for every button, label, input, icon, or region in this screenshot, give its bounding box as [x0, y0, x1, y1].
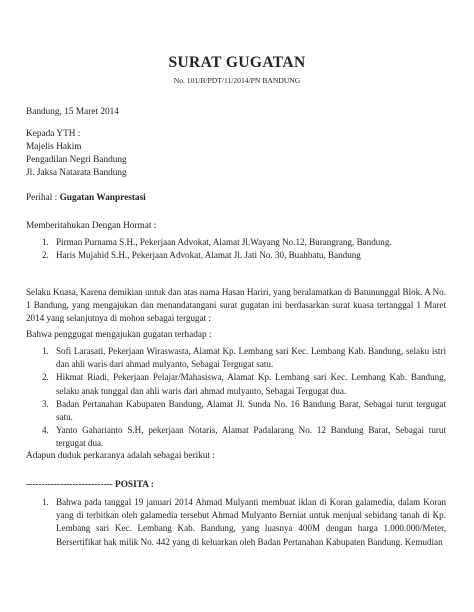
recipient-line-3: Pengadilan Negri Bandung — [26, 155, 127, 165]
proxy-paragraph: Selaku Kuasa, Karena demikian untuk dan atas nama Hasan Hariri, yang beralamatkan di Batununggal Blok. A No. 1 Bandung, yang mengajukan dan menandatangani surat gugatan ini berdasarkan surat kuasa tertanggal 1 Maret 2014 yang selanjutnya di mohon sebagai tergugat : — [26, 287, 446, 324]
plaintiff-list — [26, 236, 446, 262]
subject-value: Gugatan Wanprestasi — [59, 193, 146, 203]
document-title: SURAT GUGATAN — [168, 54, 306, 71]
date-line: Bandung, 15 Maret 2014 — [26, 107, 119, 117]
document-number: No. 101/B/PDT/11/2014/PN BANDUNG — [173, 76, 301, 85]
greeting: Memberitahukan Dengan Hormat : — [26, 221, 157, 231]
list-item: 2. Hikmat Riadi, Pekerjaan Pelajar/Mahasiswa, Alamat Kp. Lembang sari Kec. Lembang Kab. Bandung, selaku anak tunggal dan ahli waris dari ahmad mulyanto, Sebagai Tergugat dua. — [42, 372, 446, 396]
list-item: 3. Badan Pertanahan Kabupaten Bandung, Alamat Jl. Sunda No. 16 Bandung Barat, Sebagai turut tergugat satu. — [42, 398, 446, 423]
posita-heading: ---------------------------- POSITA : — [26, 480, 154, 490]
defendant-list — [26, 345, 446, 451]
posita-list — [26, 496, 446, 549]
recipient-line-4: Jl. Jaksa Natarata Bandung — [26, 168, 127, 178]
recipient-line-1: Kepada YTH : — [26, 129, 81, 139]
list-item: 2. Haris Mujahid S.H., Pekerjaan Advokat, Alamat Jl. Jati No. 30, Buahbatu, Bandung — [42, 250, 361, 261]
subject-label: Perihal : — [26, 193, 60, 203]
case-intro: Adapun duduk perkaranya adalah sebagai berikut : — [26, 451, 215, 461]
list-item: 1. Pirman Purnama S.H., Pekerjaan Advokat, Alamat Jl.Wayang No.12, Burangrang, Bandung. — [42, 237, 392, 247]
subject-line — [26, 193, 146, 203]
defendants-intro: Bahwa penggugat mengajukan gugatan terhadap : — [26, 330, 212, 340]
list-item: 1. Bahwa pada tanggal 19 januari 2014 Ahmad Mulyanti membuat iklan di Koran galamedia, dalam Koran yang di terbitkan oleh galamedia tersebut Ahmad Mulyanto Berniat untuk menjual sebidang tanah di Kp. Lembang sari Kec. Lembang Kab. Bandung, yang luasnya 400M dengan harga 1.000.000/Meter, Bersertifikat hak milik No. 442 yang di keluarkan oleh Badan Pertanahan Kabupaten Bandung. Kemudian — [42, 497, 446, 547]
list-item: 1. Sofi Larasati, Pekerjaan Wiraswasta, Alamat Kp. Lembang sari Kec. Lembang Kab. Bandung, selaku istri dan ahli waris dari ahmad mulyanto, Sebagai Tergugat satu. — [42, 346, 446, 370]
recipient-line-2: Majelis Hakim — [26, 142, 82, 152]
list-item: 4. Yanto Gaharianto S.H, pekerjaan Notaris, Alamat Padalarang No. 12 Bandung Barat, Sebagai turut tergugat dua. — [42, 425, 446, 449]
